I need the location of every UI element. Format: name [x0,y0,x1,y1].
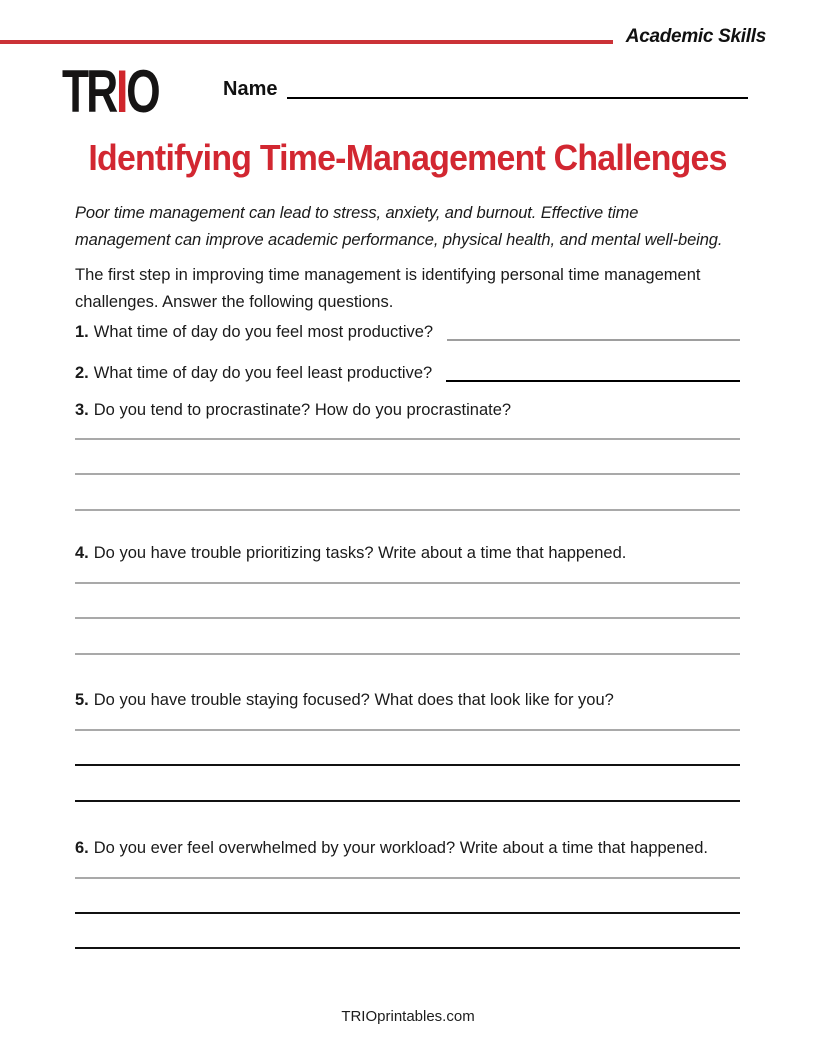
question-4-answer-line[interactable] [75,653,740,655]
question-2 [75,363,740,384]
question-3-answer-line[interactable] [75,438,740,440]
question-6-text: Do you ever feel overwhelmed by your workload? Write about a time that happened. [93,839,708,857]
question-3-answer-line[interactable] [75,509,740,511]
question-4-answer-line[interactable] [75,617,740,619]
question-6-answer-line[interactable] [75,912,740,914]
question-1 [75,322,740,343]
logo-part-i: I [116,58,126,125]
name-input-line[interactable] [287,97,748,99]
question-1-number: 1. [75,323,89,341]
question-3-answer-line[interactable] [75,473,740,475]
question-4-number: 4. [75,544,89,562]
question-1-text: What time of day do you feel most productive? [93,323,434,341]
question-5 [75,690,740,711]
question-4-text: Do you have trouble prioritizing tasks? Write about a time that happened. [93,544,627,562]
title-wrap [0,137,816,179]
question-5-answer-line[interactable] [75,729,740,731]
footer-url: TRIOprintables.com [341,1008,475,1025]
question-5-answer-line[interactable] [75,800,740,802]
trio-logo [62,58,158,125]
question-6-answer-line[interactable] [75,877,740,879]
name-row [223,76,748,102]
question-5-answer-line[interactable] [75,764,740,766]
question-4-answer-line[interactable] [75,582,740,584]
question-3 [75,400,740,421]
question-6-answer-line[interactable] [75,947,740,949]
question-5-text: Do you have trouble staying focused? What does that look like for you? [93,691,614,709]
logo-part-o: O [126,58,158,125]
intro-instructions-paragraph: The first step in improving time management is identifying personal time management challenges. Answer the following questions. [75,266,701,311]
question-2-answer-blank[interactable] [446,380,740,382]
category-label: Academic Skills [625,26,766,47]
question-4 [75,543,740,564]
question-2-number: 2. [75,364,89,382]
page-title: Identifying Time-Management Challenges [88,137,728,178]
logo-part-tr: TR [62,58,116,125]
question-6-number: 6. [75,839,89,857]
question-3-number: 3. [75,401,89,419]
intro-italic-paragraph: Poor time management can lead to stress, anxiety, and burnout. Effective time management can improve academic performance, physical health, and mental well-being. [75,204,723,249]
question-3-text: Do you tend to procrastinate? How do you procrastinate? [93,401,512,419]
question-5-number: 5. [75,691,89,709]
question-6 [75,838,740,859]
name-label: Name [223,78,278,100]
question-2-text: What time of day do you feel least productive? [93,364,433,382]
question-1-answer-blank[interactable] [447,339,740,341]
header-accent-rule [0,40,613,44]
